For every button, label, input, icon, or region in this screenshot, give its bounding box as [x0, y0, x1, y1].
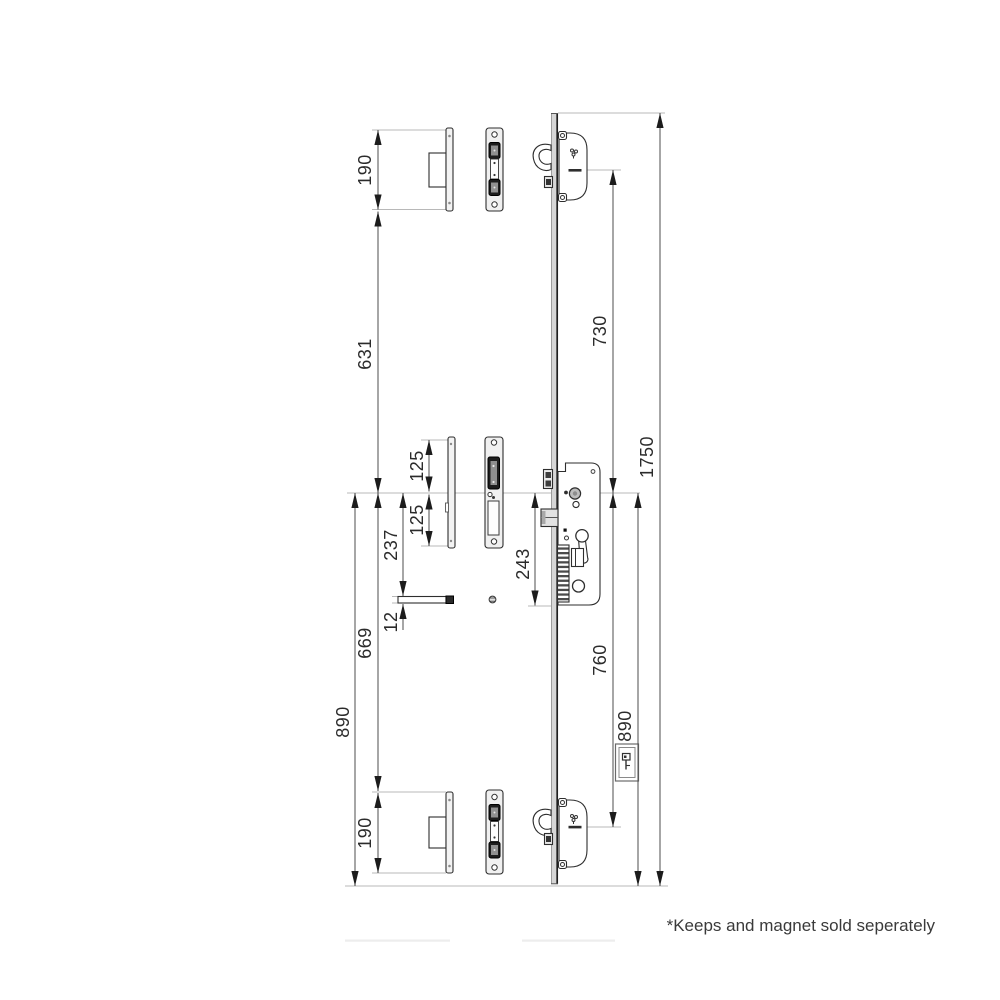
top-keep-side-view [429, 128, 453, 211]
drive-rod [398, 596, 496, 604]
main-lock-case [541, 463, 600, 605]
bottom-keep-front-view [486, 790, 503, 874]
footnote: *Keeps and magnet sold seperately [666, 916, 935, 935]
dim-label-centre-to-bottom-right: 890 [615, 710, 635, 742]
dim-label-centre-keep-lower-half: 125 [407, 504, 427, 536]
dim-label-bottom-keep-height: 190 [355, 817, 375, 849]
latch-bolt [541, 509, 558, 527]
dim-label-drive-rod-thickness: 12 [381, 611, 401, 633]
hook-bolt [533, 809, 551, 835]
gear-rack [558, 545, 570, 602]
dim-label-centre-to-lock-case-bottom: 243 [513, 548, 533, 580]
bottom-hook-assembly [533, 799, 587, 869]
magnet-box [616, 744, 639, 781]
faceplate-rail [551, 113, 558, 884]
top-keep-front-view [486, 128, 503, 211]
top-hook-assembly [533, 132, 587, 202]
dimension-lines [355, 113, 660, 886]
scan-artifacts [345, 940, 615, 942]
dim-label-centre-to-bottom-keep: 669 [355, 627, 375, 659]
dim-label-centre-to-drive-rod: 237 [381, 529, 401, 561]
dim-label-total-length: 1750 [637, 435, 657, 479]
centre-keep-front-view [485, 437, 503, 548]
dim-label-centre-to-bottom-left: 890 [333, 706, 353, 738]
bottom-keep-side-view [429, 792, 453, 873]
dim-label-top-keep-to-centre: 631 [355, 338, 375, 370]
hook-bolt [533, 144, 551, 170]
dim-label-centre-keep-upper-half: 125 [407, 450, 427, 482]
dim-label-top-hook-to-centre: 730 [590, 315, 610, 347]
dim-label-top-keep-height: 190 [355, 154, 375, 186]
dim-label-centre-to-bottom-hook: 760 [590, 644, 610, 676]
fixing-screw-icon [489, 596, 496, 603]
